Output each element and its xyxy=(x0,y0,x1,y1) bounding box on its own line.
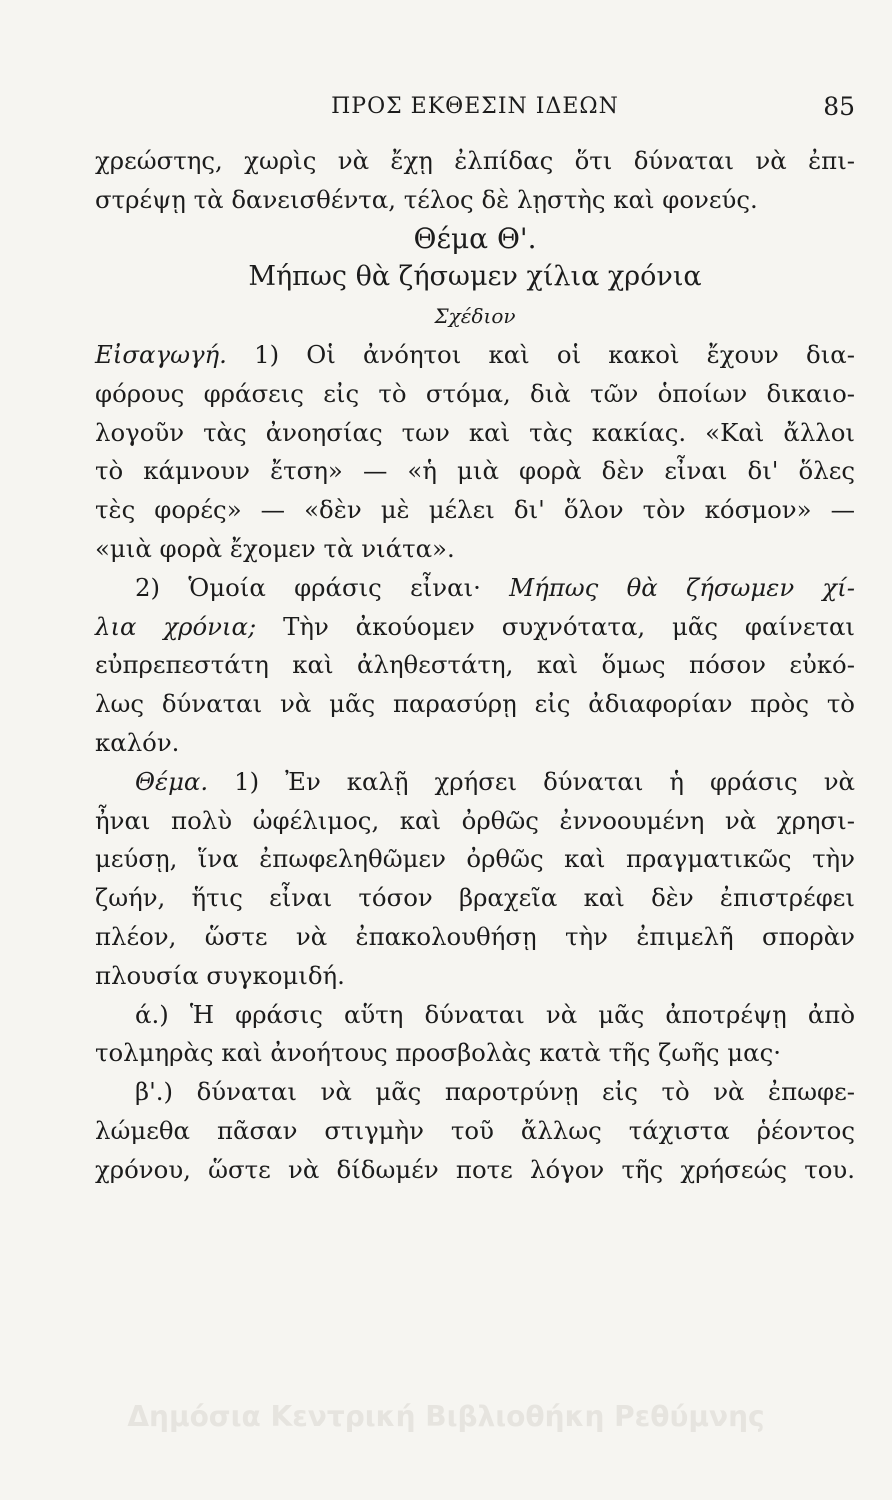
text-line: λογοῦν τὰς ἀνοησίας των καὶ τὰς κακίας. «Καὶ ἄλλοι xyxy=(95,417,855,447)
body-text xyxy=(95,142,855,1190)
point2-lead: 2) Ὁμοία φράσις εἶναι· xyxy=(135,572,481,602)
text-line: ἦναι πολὺ ὠφέλιμος, καὶ ὀρθῶς ἐννοουμένη νὰ χρησι- xyxy=(95,805,855,835)
text-line: χρεώστης, χωρὶς νὰ ἔχῃ ἐλπίδας ὅτι δύναται νὰ ἐπι- xyxy=(95,146,855,175)
text-line: μεύσῃ, ἵνα ἐπωφεληθῶμεν ὀρθῶς καὶ πραγματικῶς τὴν xyxy=(95,844,855,874)
sub-a-second-line: τολμηρὰς καὶ ἀνοήτους προσβολὰς κατὰ τῆς ζωῆς μας· xyxy=(95,1038,782,1068)
text-line: τὸ κάμνουν ἔτση» — «ἡ μιὰ φορὰ δὲν εἶναι δι' ὅλες xyxy=(95,456,855,486)
library-watermark: Δημόσια Κεντρική Βιβλιοθήκη Ρεθύμνης xyxy=(127,1400,765,1433)
plan-label: Σχέδιον xyxy=(434,304,516,329)
sub-b-first-line: β'.) δύναται νὰ μᾶς παροτρύνῃ εἰς τὸ νὰ ἐπωφε- xyxy=(135,1077,855,1107)
theme-section-label: Θέμα. xyxy=(135,766,209,796)
point2-quote-a: Μήπως θὰ ζήσωμεν χί- xyxy=(509,572,855,602)
intro-first-line xyxy=(95,336,855,375)
text-line: πλέον, ὥστε νὰ ἐπακολουθήσῃ τὴν ἐπιμελῆ σπορὰν xyxy=(95,921,855,951)
text-line: καλόν. xyxy=(95,727,180,757)
sub-b-third-line: χρόνου, ὥστε νὰ δίδωμέν ποτε λόγον τῆς χρήσεώς του. xyxy=(95,1154,855,1184)
text-line: στρέψῃ τὰ δανεισθέντα, τέλος δὲ λῃστὴς καὶ φονεύς. xyxy=(95,184,758,214)
text-line: πλουσία συγκομιδή. xyxy=(95,960,345,990)
text-line: «μιὰ φορὰ ἔχομεν τὰ νιάτα». xyxy=(95,533,455,563)
intro-label: Εἰσαγωγή. xyxy=(95,339,227,369)
point2-second-line xyxy=(95,608,855,647)
sub-b-second-line: λώμεθα πᾶσαν στιγμὴν τοῦ ἄλλως τάχιστα ῥέοντος xyxy=(95,1115,855,1145)
point2-first-line xyxy=(95,569,855,608)
text-line: τὲς φορές» — «δὲν μὲ μέλει δι' ὅλον τὸν κόσμον» — xyxy=(95,495,855,525)
text-line: ζωήν, ἥτις εἶναι τόσον βραχεῖα καὶ δὲν ἐπιστρέφει xyxy=(95,883,855,913)
point2-rest: Τὴν ἀκούομεν συχνότατα, μᾶς φαίνεται xyxy=(283,611,855,641)
sub-a-first-line: ά.) Ἡ φράσις αὕτη δύναται νὰ μᾶς ἀποτρέψῃ ἀπὸ xyxy=(135,999,855,1029)
running-head xyxy=(95,92,855,128)
text-line: φόρους φράσεις εἰς τὸ στόμα, διὰ τῶν ὁποίων δικαιο- xyxy=(95,378,855,408)
text-line: λως δύναται νὰ μᾶς παρασύρῃ εἰς ἀδιαφορίαν πρὸς τὸ xyxy=(95,689,855,719)
point2-quote-b: λια χρόνια; xyxy=(95,611,257,641)
running-title: ΠΡΟΣ ΕΚΘΕΣΙΝ ΙΔΕΩΝ xyxy=(331,94,619,119)
text-line: εὐπρεπεστάτη καὶ ἀληθεστάτη, καὶ ὅμως πόσον εὐκό- xyxy=(95,650,855,680)
theme-section-first-line xyxy=(95,763,855,802)
theme-heading: Θέμα Θ'. xyxy=(413,221,537,255)
intro-first-line-text: 1) Οἱ ἀνόητοι καὶ οἱ κακοὶ ἔχουν δια- xyxy=(254,339,855,369)
page-number: 85 xyxy=(823,92,855,121)
theme-title: Μήπως θὰ ζήσωμεν χίλια χρόνια xyxy=(248,261,702,293)
theme-section-first-line-text: 1) Ἐν καλῇ χρήσει δύναται ἡ φράσις νὰ xyxy=(234,766,855,796)
